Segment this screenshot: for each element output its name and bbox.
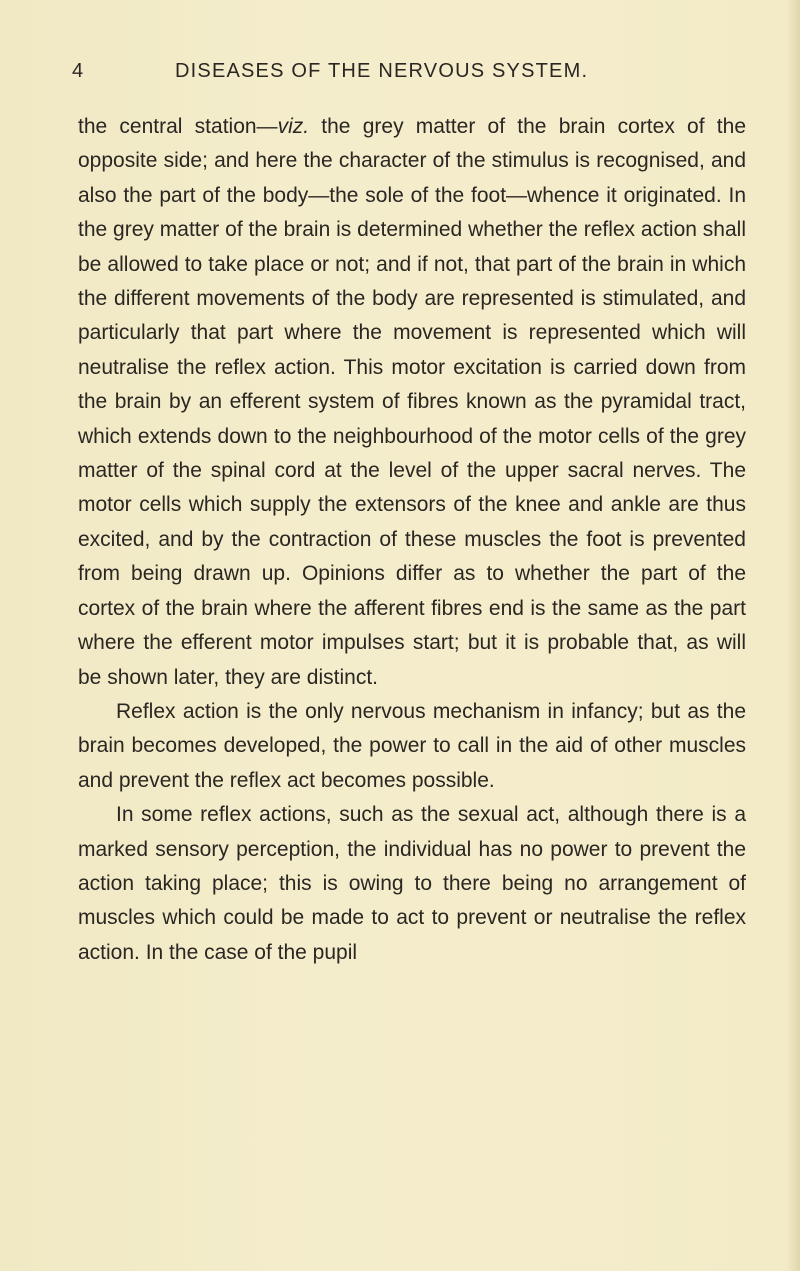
- running-title: DISEASES OF THE NERVOUS SYSTEM.: [175, 60, 589, 82]
- paragraph-1-rest: the grey matter of the brain cortex of the opposite side; and here the character of the stimulus is recognised, and also the part of the body—the sole of the foot—whence it originated. In the grey matter of the brain is determined whether the reflex action shall be allowed to take place or not; and if not, that part of the brain in which the different movements of the body are represented is stimulated, and particularly that part where the movement is represented which will neutralise the reflex action. This motor excitation is carried down from the brain by an efferent system of fibres known as the pyramidal tract, which extends down to the neighbourhood of the motor cells of the grey matter of the spinal cord at the level of the upper sacral nerves. The motor cells which supply the extensors of the knee and ankle are thus excited, and by the contraction of these muscles the foot is prevented from being drawn up. Opinions differ as to whether the part of the cortex of the brain where the afferent fibres end is the same as the part where the efferent motor impulses start; but it is probable that, as will be shown later, they are distinct.: [78, 115, 746, 689]
- paragraph-3: In some reflex actions, such as the sexual act, although there is a marked sensory perception, the individual has no power to prevent the action taking place; this is owing to there being no arrangement of muscles which could be made to act to prevent or neutralise the reflex action. In the case of the pupil: [78, 803, 746, 964]
- body-text: [78, 110, 746, 970]
- page-edge-shadow: [786, 0, 800, 1271]
- paragraph-2: Reflex action is the only nervous mechanism in infancy; but as the brain becomes developed, the power to call in the aid of other muscles and prevent the reflex act becomes possible.: [78, 699, 746, 792]
- paragraph-1-start: the central station—: [78, 115, 278, 138]
- paragraph-1: [78, 110, 746, 695]
- paragraph-1-italic: viz.: [277, 115, 310, 138]
- running-header: [72, 60, 748, 90]
- page-number: 4: [72, 60, 85, 82]
